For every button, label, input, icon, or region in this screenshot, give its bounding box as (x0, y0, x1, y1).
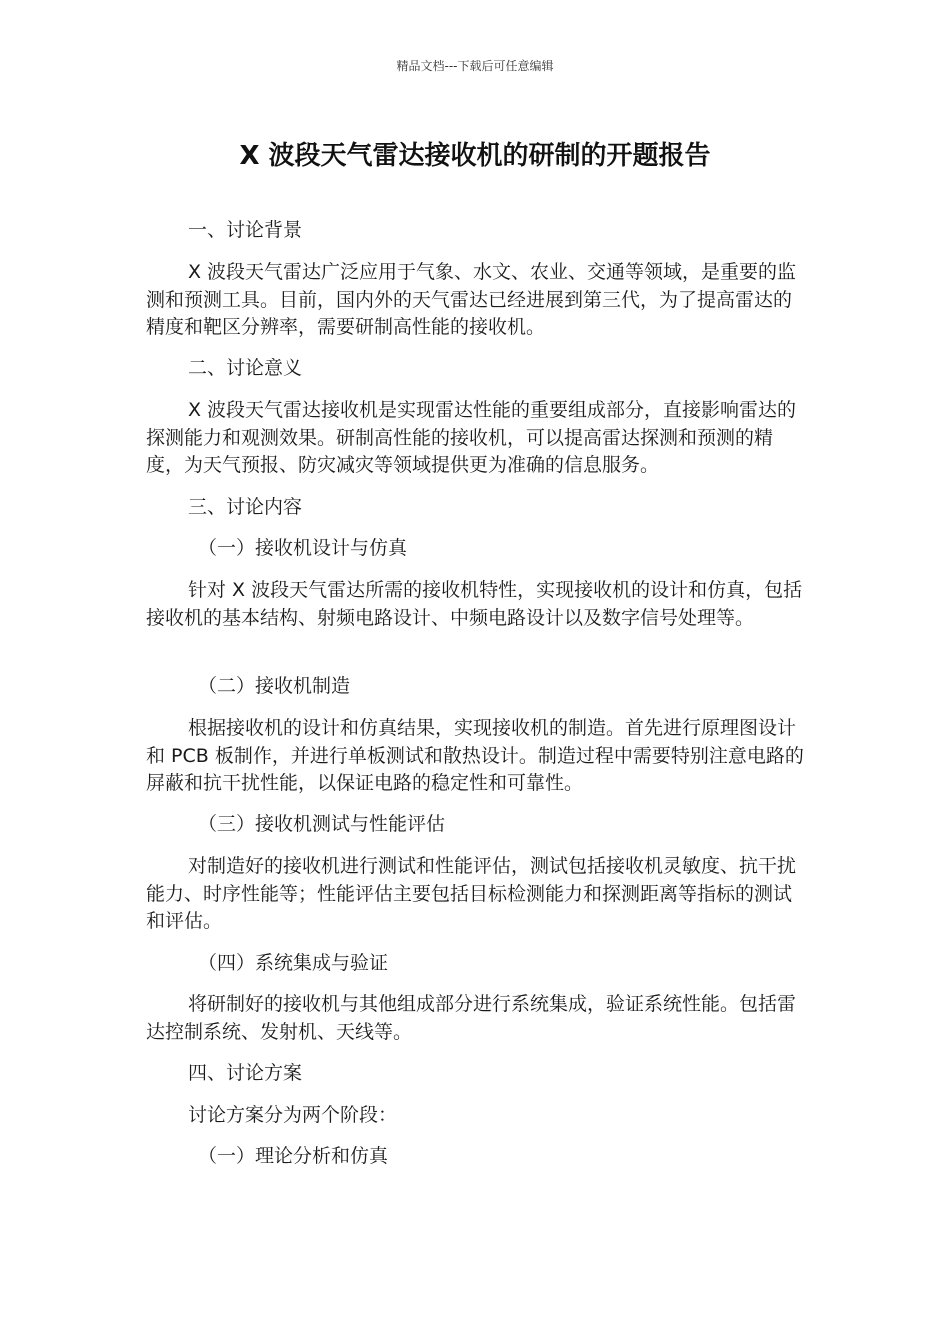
paragraph-significance: X 波段天气雷达接收机是实现雷达性能的重要组成部分，直接影响雷达的探测能力和观测效果。研制高性能的接收机，可以提高雷达探测和预测的精度，为天气预报、防灾减灾等领域提供更为准确的信息服务。 (146, 399, 797, 476)
paragraph-design-simulation: 针对 X 波段天气雷达所需的接收机特性，实现接收机的设计和仿真，包括接收机的基本结构、射频电路设计、中频电路设计以及数字信号处理等。 (146, 579, 803, 629)
paragraph-testing: 对制造好的接收机进行测试和性能评估，测试包括接收机灵敏度、抗干扰能力、时序性能等；性能评估主要包括目标检测能力和探测距离等指标的测试和评估。 (146, 855, 797, 932)
paragraph-manufacturing: 根据接收机的设计和仿真结果，实现接收机的制造。首先进行原理图设计和 PCB 板制作，并进行单板测试和散热设计。制造过程中需要特别注意电路的屏蔽和抗干扰性能，以保证电路的稳定性和可靠性。 (146, 717, 804, 794)
subheading-testing: （三）接收机测试与性能评估 (198, 813, 446, 835)
document-title: X 波段天气雷达接收机的研制的开题报告 (239, 141, 711, 171)
subheading-manufacturing: （二）接收机制造 (198, 675, 351, 697)
paragraph-plan-intro: 讨论方案分为两个阶段： (188, 1104, 398, 1126)
section-heading-background: 一、讨论背景 (188, 219, 303, 241)
paragraph-background: X 波段天气雷达广泛应用于气象、水文、农业、交通等领域，是重要的监测和预测工具。目前，国内外的天气雷达已经进展到第三代，为了提高雷达的精度和靶区分辨率，需要研制高性能的接收机。 (146, 261, 797, 338)
paragraph-integration: 将研制好的接收机与其他组成部分进行系统集成，验证系统性能。包括雷达控制系统、发射机、天线等。 (146, 993, 797, 1043)
subheading-design-simulation: （一）接收机设计与仿真 (198, 537, 408, 559)
section-heading-plan: 四、讨论方案 (188, 1062, 303, 1084)
section-heading-significance: 二、讨论意义 (188, 357, 303, 379)
header-note: 精品文档---下载后可任意编辑 (396, 59, 554, 73)
subheading-theory-simulation: （一）理论分析和仿真 (198, 1145, 389, 1167)
section-heading-content: 三、讨论内容 (188, 496, 303, 518)
subheading-integration: （四）系统集成与验证 (198, 952, 389, 974)
